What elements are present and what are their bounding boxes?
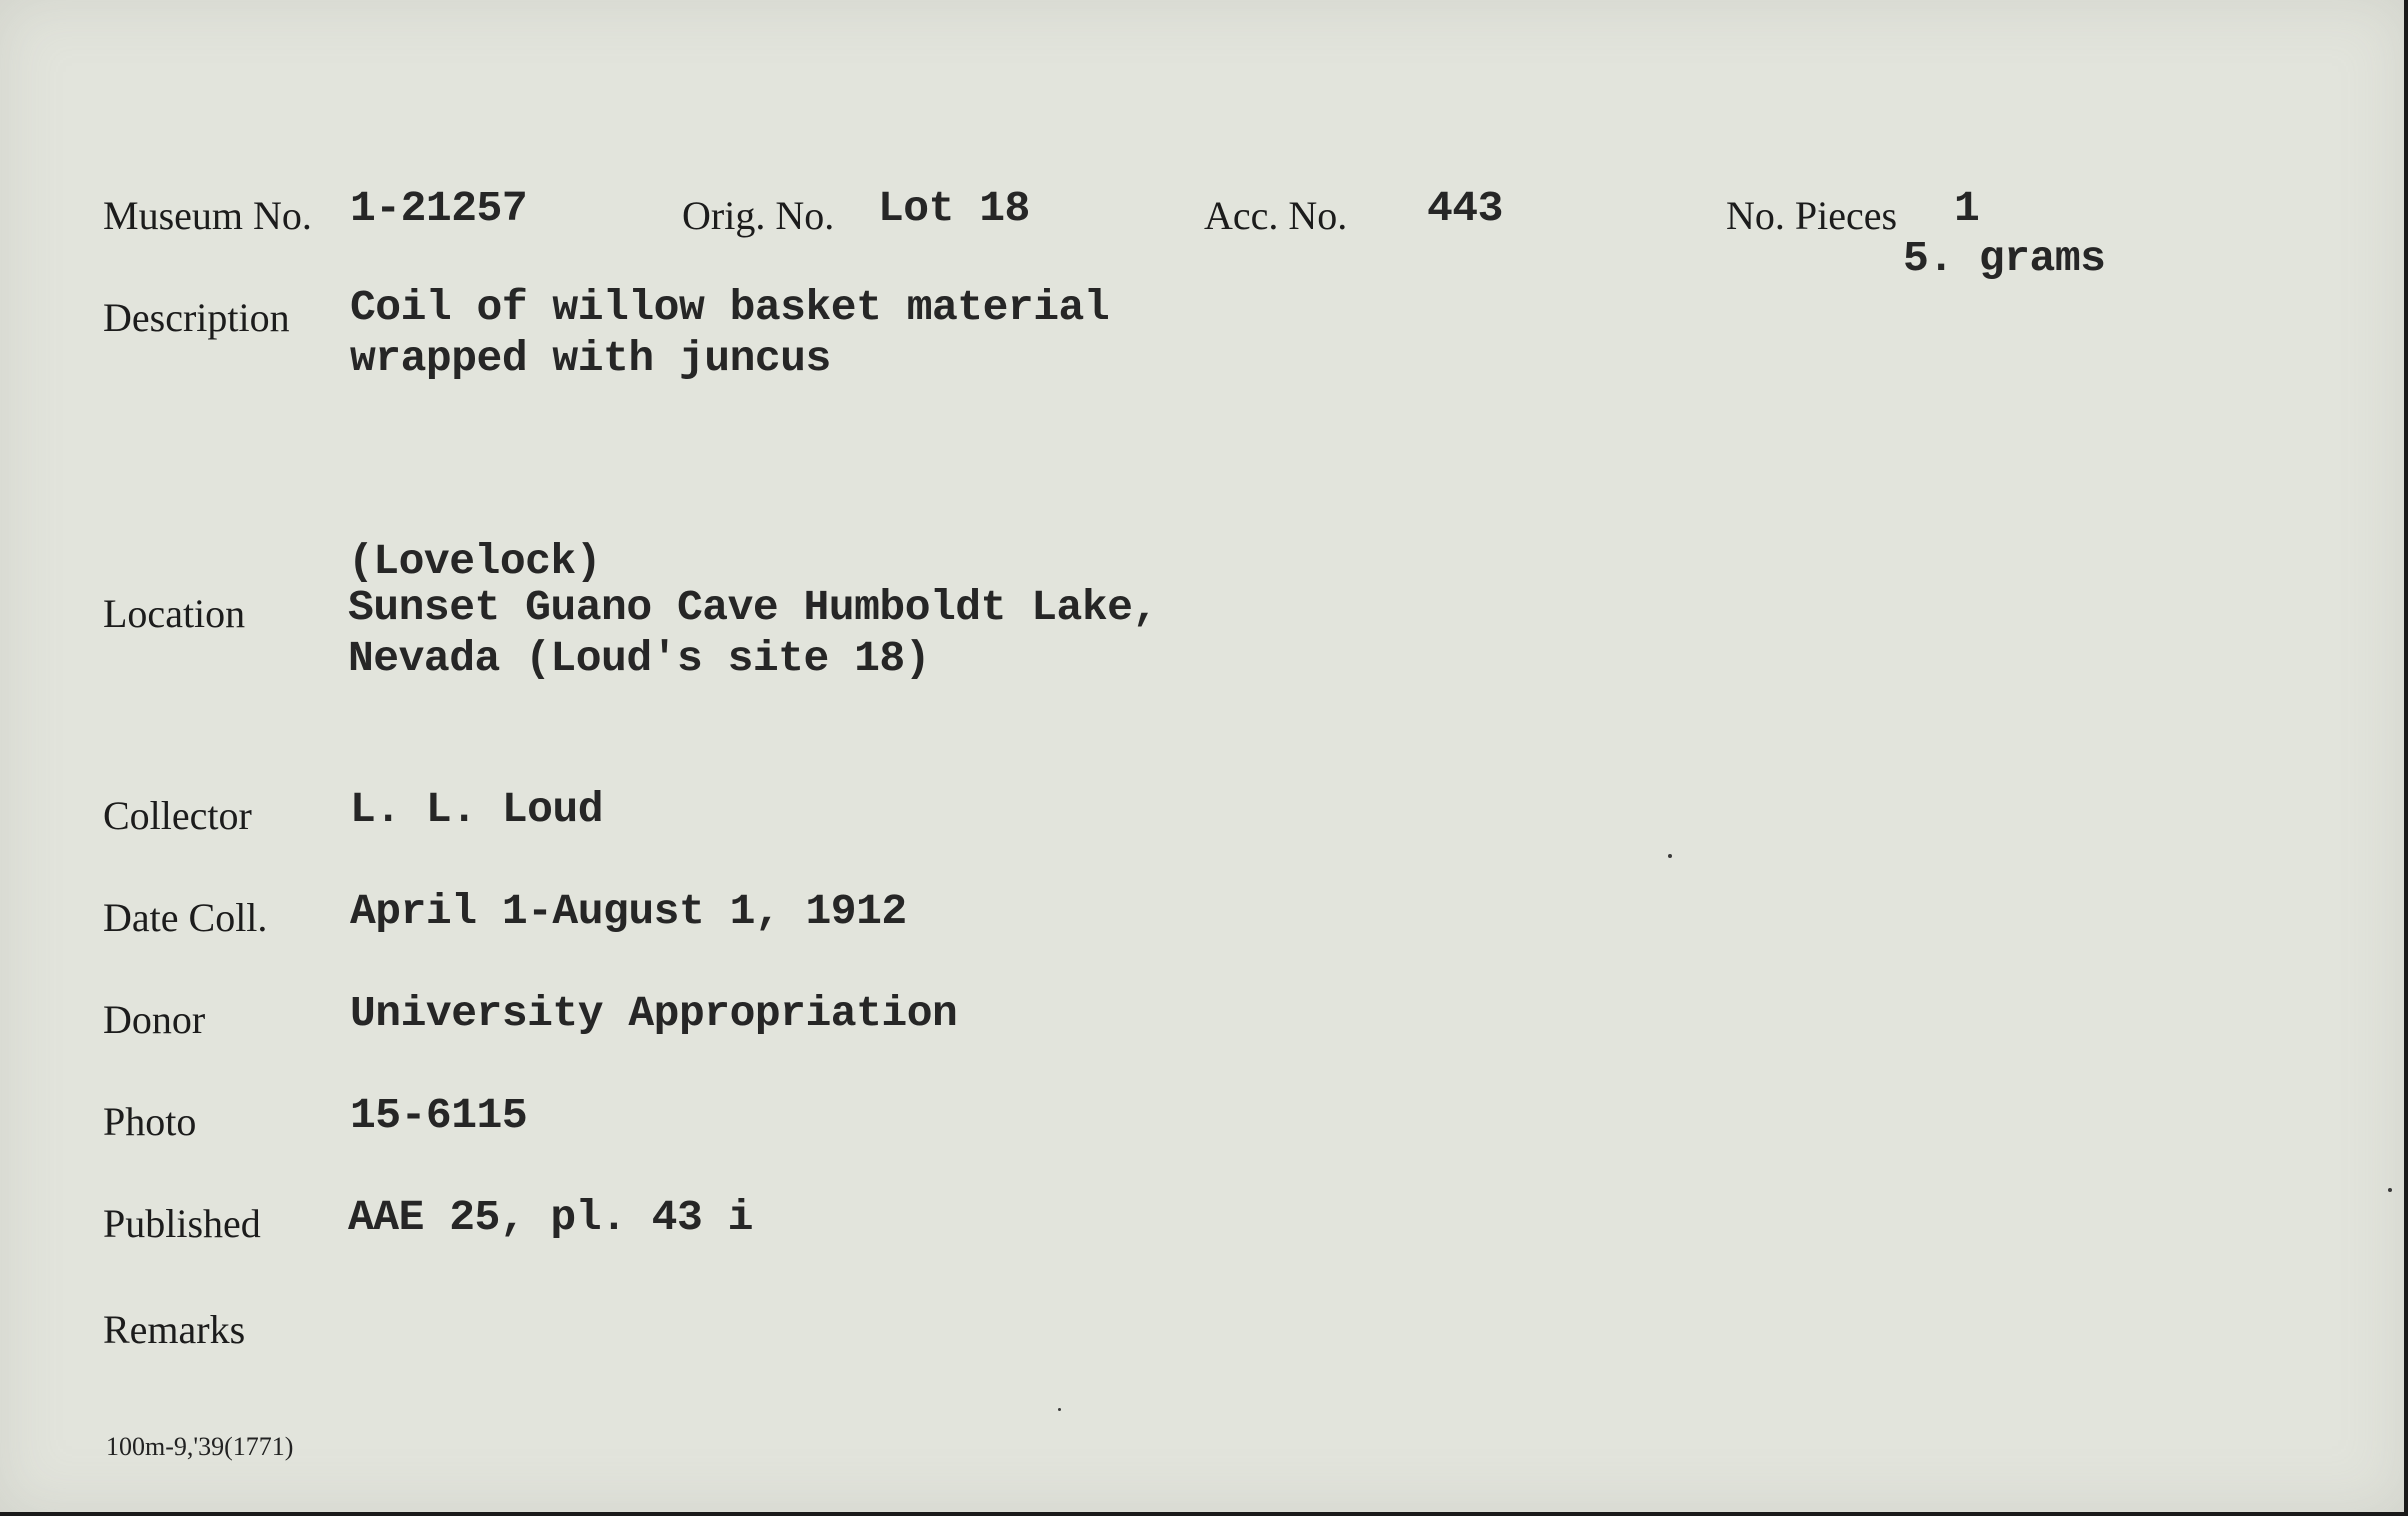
no-pieces-label: No. Pieces	[1726, 193, 1898, 238]
photo-value: 15-6115	[350, 1091, 528, 1140]
location-line-1: (Lovelock)	[348, 537, 602, 586]
paper-speck	[1058, 1408, 1061, 1411]
description-line-2: wrapped with juncus	[350, 334, 831, 383]
acc-no-value: 443	[1427, 184, 1503, 233]
location-value	[348, 582, 1158, 684]
location-line-3: Nevada (Loud's site 18)	[348, 634, 930, 683]
date-label: Date Coll.	[103, 895, 268, 940]
no-pieces-value: 1	[1954, 184, 1980, 233]
weight-value: 5. grams	[1903, 234, 2106, 283]
collector-label: Collector	[103, 793, 252, 838]
date-value: April 1-August 1, 1912	[350, 887, 907, 936]
donor-value: University Appropriation	[350, 989, 958, 1038]
location-label: Location	[103, 591, 246, 636]
remarks-label: Remarks	[103, 1307, 246, 1352]
orig-no-label: Orig. No.	[682, 193, 835, 238]
paper-speck	[2388, 1188, 2392, 1192]
location-line-2: Sunset Guano Cave Humboldt Lake,	[348, 583, 1158, 632]
museum-no-label: Museum No.	[103, 193, 312, 238]
photo-label: Photo	[103, 1099, 197, 1144]
published-value: AAE 25, pl. 43 i	[348, 1193, 753, 1242]
donor-label: Donor	[103, 997, 206, 1042]
print-code: 100m-9,'39(1771)	[106, 1432, 294, 1461]
collector-value: L. L. Loud	[350, 785, 604, 834]
description-label: Description	[103, 295, 290, 340]
acc-no-label: Acc. No.	[1204, 193, 1348, 238]
paper-speck	[1668, 854, 1672, 858]
description-line-1: Coil of willow basket material	[350, 283, 1110, 332]
published-label: Published	[103, 1201, 261, 1246]
museum-no-value: 1-21257	[350, 184, 528, 233]
description-value	[350, 282, 1109, 384]
location-note	[348, 537, 602, 586]
orig-no-value: Lot 18	[878, 184, 1030, 233]
